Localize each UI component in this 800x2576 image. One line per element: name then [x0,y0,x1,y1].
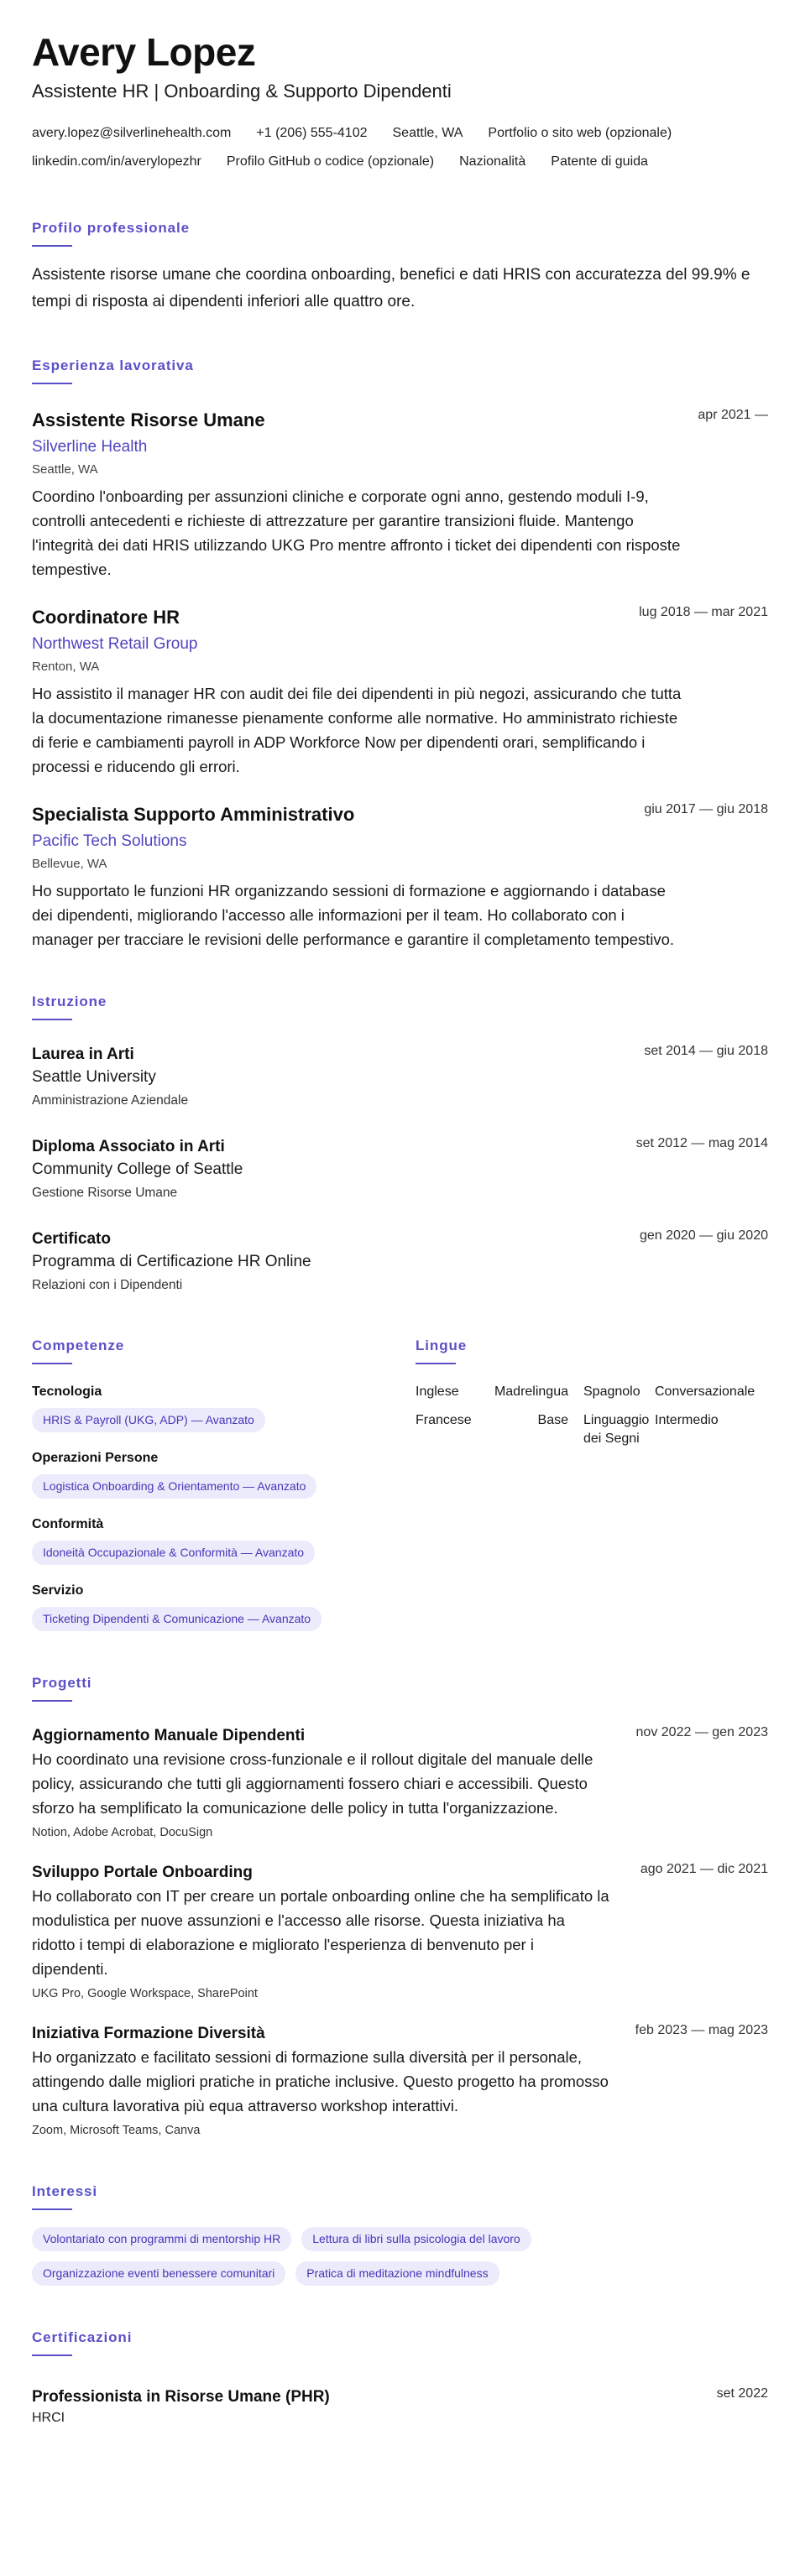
project-description: Ho organizzato e facilitato sessioni di formazione sulla diversità per il personale, attingendo dalle migliori pratiche in pratiche inclusive. Questo progetto ha promosso una cultura lavorativa più equa attraverso workshop interattivi. [32,2048,609,2115]
skill-chip: Idoneità Occupazionale & Conformità — Avanzato [32,1541,315,1565]
contact-row [32,148,768,176]
section-title: Lingue [416,1338,468,1353]
certification-entry [32,2386,768,2428]
skill-chip: Ticketing Dipendenti & Comunicazione — Avanzato [32,1607,322,1631]
certification-title: Professionista in Risorse Umane (PHR) [32,2388,330,2406]
project-entry [32,1725,768,1842]
education-degree: Certificato [32,1230,111,1248]
languages-section [416,1338,768,1631]
job-title: Assistente Risorse Umane [32,409,265,430]
skill-chip: HRIS & Payroll (UKG, ADP) — Avanzato [32,1408,265,1432]
job-location: Seattle, WA [32,462,98,477]
section-divider [32,1363,72,1364]
language-level: Madrelingua [494,1384,568,1399]
job-entry [32,802,768,952]
interest-chip: Organizzazione eventi benessere comunitari [32,2261,285,2286]
job-company: Silverline Health [32,438,148,456]
language-name: Inglese [416,1384,459,1399]
language-level: Conversazionale [655,1384,756,1399]
education-entry [32,1136,768,1203]
job-company: Northwest Retail Group [32,635,198,653]
skill-category: Conformità [32,1517,104,1531]
language-name: Francese [416,1413,472,1427]
candidate-name: Avery Lopez [32,30,256,74]
interest-chip: Pratica di meditazione mindfulness [295,2261,499,2286]
language-name: Linguaggio dei Segni [583,1413,650,1446]
language-level: Intermedio [655,1413,719,1427]
contact-linkedin: linkedin.com/in/averylopezhr [32,154,201,169]
section-divider [32,1700,72,1702]
project-tools: Zoom, Microsoft Teams, Canva [32,2124,201,2137]
project-tools: UKG Pro, Google Workspace, SharePoint [32,1987,258,2000]
section-divider [32,2208,72,2210]
project-date: ago 2021 — dic 2021 [640,1862,768,1876]
section-divider [32,245,72,247]
section-title: Certificazioni [32,2329,133,2345]
job-date: apr 2021 — [698,408,768,422]
job-title: Specialista Supporto Amministrativo [32,804,355,825]
education-date: set 2012 — mag 2014 [635,1136,768,1150]
section-title: Esperienza lavorativa [32,357,194,373]
education-section [32,993,768,1296]
education-field: Relazioni con i Dipendenti [32,1278,183,1292]
contact-row [32,119,768,148]
education-field: Gestione Risorse Umane [32,1186,178,1200]
job-entry [32,408,768,581]
contact-info [32,119,768,176]
certification-date: set 2022 [716,2386,768,2401]
skills-section [32,1338,416,1631]
job-description: Ho assistito il manager HR con audit dei file dei dipendenti in più negozi, assicurando che tutta la documentazione rimanesse pienamente conforme alle normative. Ho amministrato richieste di ferie e cambiamenti payroll in ADP Workforce Now per dipendenti orari, semplificando i processi e riducendo gli errori. [32,685,682,775]
summary-text: Assistente risorse umane che coordina onboarding, benefici e dati HRIS con accuratezza del 99.9% e tempi di risposta ai dipendenti inferiori alle quattro ore. [32,266,750,310]
project-title: Iniziativa Formazione Diversità [32,2025,265,2042]
skill-chip: Logistica Onboarding & Orientamento — Avanzato [32,1474,316,1499]
job-description: Ho supportato le funzioni HR organizzando sessioni di formazione e aggiornando i database dei dipendenti, migliorando l'accesso alle informazioni per il team. Ho collaborato con i manager per tracciare le revisioni delle performance e garantire il completamento tempestivo. [32,882,675,948]
skill-category: Operazioni Persone [32,1451,159,1465]
project-description: Ho collaborato con IT per creare un portale onboarding online che ha semplificato la modulistica per nuove assunzioni e l'accesso alle risorse. Questa iniziativa ha ridotto i tempi di elaborazione e migliorato l'esperienza di benvenuto per i dipendenti. [32,1887,609,1978]
experience-section [32,357,768,952]
section-title: Progetti [32,1675,92,1691]
contact-email: avery.lopez@silverlinehealth.com [32,126,232,140]
education-degree: Laurea in Arti [32,1046,134,1063]
section-title: Profilo professionale [32,220,190,236]
project-date: feb 2023 — mag 2023 [635,2023,768,2037]
interest-chips-row [32,2261,768,2286]
contact-nationality: Nazionalità [459,154,526,169]
section-title: Interessi [32,2183,98,2199]
skill-group [32,1383,416,1432]
resume-header [32,30,768,176]
interests-section [32,2183,768,2286]
education-school: Community College of Seattle [32,1160,243,1178]
candidate-headline: Assistente HR | Onboarding & Supporto Dipendenti [32,81,452,102]
certification-issuer: HRCI [32,2411,65,2425]
interest-chips-row [32,2227,768,2251]
section-title: Competenze [32,1338,125,1353]
education-school: Programma di Certificazione HR Online [32,1253,311,1270]
project-title: Aggiornamento Manuale Dipendenti [32,1727,306,1744]
education-entry [32,1228,768,1296]
job-description: Coordino l'onboarding per assunzioni cliniche e corporate ogni anno, gestendo moduli I-9, controlli antecedenti e richieste di attrezzature per garantire transizioni fluide. Mantengo l'integrità dei dati HRIS utilizzando UKG Pro mentre affronto i ticket dei dipendenti con risposte tempestive. [32,488,681,578]
language-row [416,1411,768,1448]
language-name: Spagnolo [583,1384,641,1399]
job-title: Coordinatore HR [32,607,180,628]
language-level: Base [537,1413,568,1427]
section-divider [32,383,72,384]
project-entry [32,1862,768,2003]
contact-github: Profilo GitHub o codice (opzionale) [226,154,435,169]
skill-category: Tecnologia [32,1384,102,1399]
language-row [416,1383,768,1401]
skill-group [32,1582,416,1631]
job-date: lug 2018 — mar 2021 [639,605,768,619]
skill-group [32,1515,416,1565]
summary-section [32,220,768,315]
education-field: Amministrazione Aziendale [32,1093,189,1108]
certifications-section [32,2329,768,2428]
interest-chip: Volontariato con programmi di mentorship HR [32,2227,291,2251]
skill-group [32,1449,416,1499]
section-divider [32,1019,72,1020]
job-location: Bellevue, WA [32,857,107,871]
job-entry [32,605,768,779]
section-divider [32,2354,72,2356]
project-date: nov 2022 — gen 2023 [635,1725,768,1739]
section-title: Istruzione [32,993,107,1009]
projects-section [32,1675,768,2140]
job-date: giu 2017 — giu 2018 [644,802,768,816]
project-title: Sviluppo Portale Onboarding [32,1864,253,1881]
job-location: Renton, WA [32,660,100,674]
project-tools: Notion, Adobe Acrobat, DocuSign [32,1826,213,1839]
contact-phone: +1 (206) 555-4102 [256,126,368,140]
education-degree: Diploma Associato in Arti [32,1138,225,1155]
contact-location: Seattle, WA [392,126,463,140]
education-school: Seattle University [32,1068,156,1086]
contact-driving-license: Patente di guida [551,154,648,169]
education-entry [32,1044,768,1111]
skills-languages-block [32,1338,768,1631]
education-date: gen 2020 — giu 2020 [639,1228,768,1243]
contact-portfolio: Portfolio o sito web (opzionale) [488,126,672,140]
project-entry [32,2023,768,2140]
interest-chip: Lettura di libri sulla psicologia del lavoro [301,2227,531,2251]
project-description: Ho coordinato una revisione cross-funzionale e il rollout digitale del manuale delle policy, assicurando che tutti gli aggiornamenti fossero chiari e accessibili. Questo sforzo ha semplificato la comunicazione delle policy in tutta l'organizzazione. [32,1750,593,1817]
skill-category: Servizio [32,1583,84,1598]
education-date: set 2014 — giu 2018 [644,1044,768,1058]
job-company: Pacific Tech Solutions [32,832,187,850]
section-divider [416,1363,456,1364]
